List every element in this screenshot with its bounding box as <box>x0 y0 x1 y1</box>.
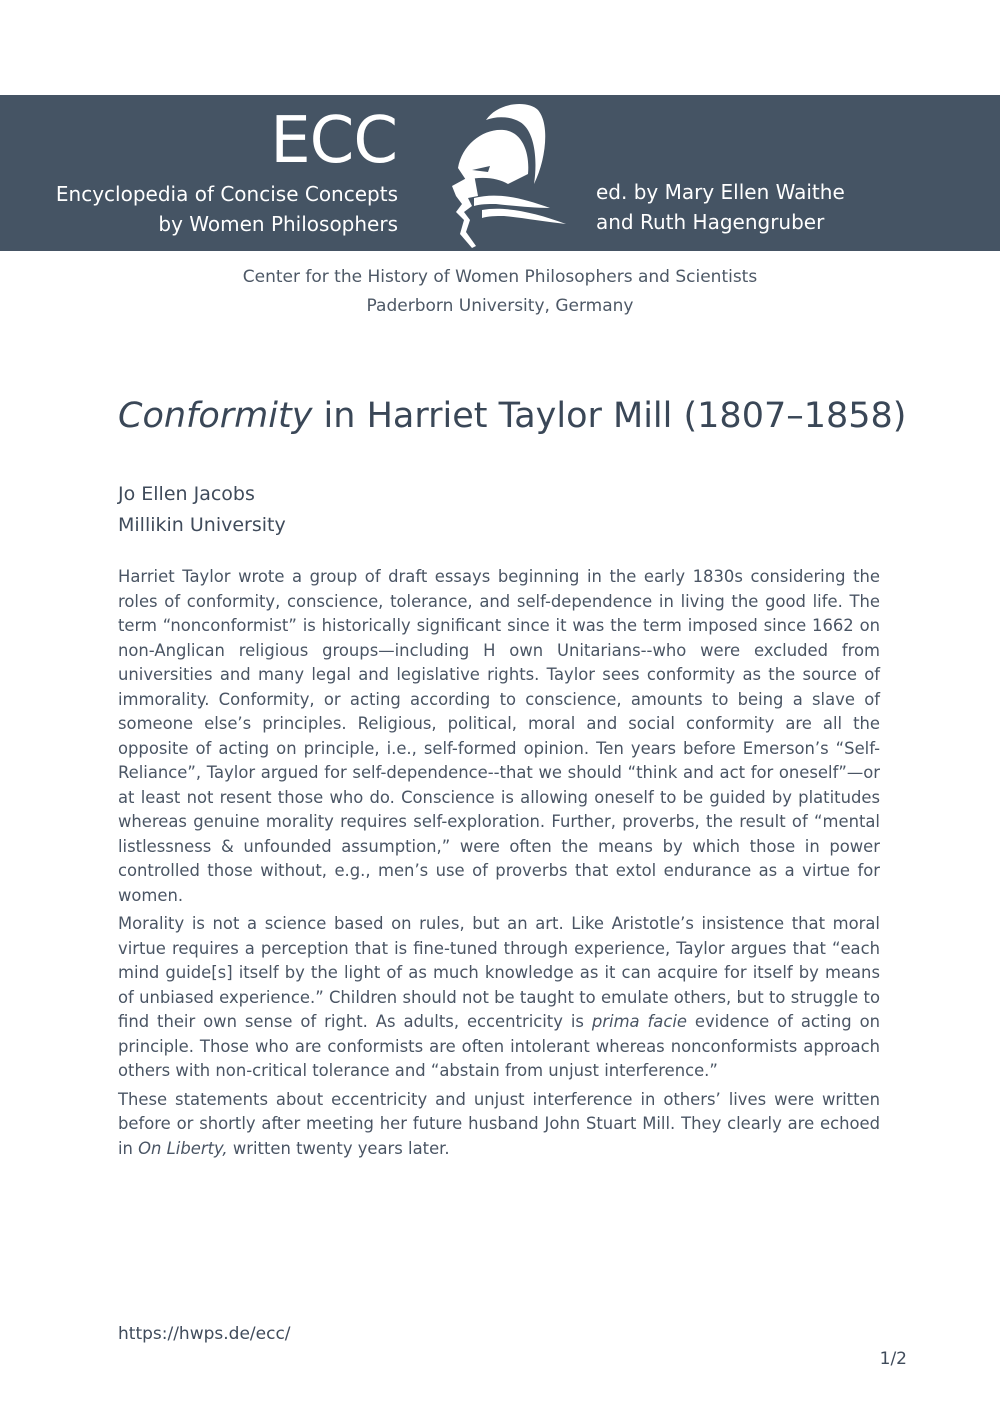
encyclopedia-name <box>56 179 398 239</box>
encyclopedia-name-line2: by Women Philosophers <box>158 212 398 236</box>
institution <box>0 263 1000 321</box>
paragraph-2-text-a: Morality is not a science based on rules, but an art. Like Aristotle’s insistence that moral virtue requires a perception that is fine-tuned through experience, Taylor argues that “each mind guide[s] itself by the light of as much knowledge as it can acquire for itself by means of unbiased experience.” Children should not be taught to emulate others, but to struggle to find their own sense of right. As adults, eccentricity is <box>118 914 880 1031</box>
paragraph-3-italic: On Liberty, <box>138 1138 228 1158</box>
page-number: 1/2 <box>879 1349 907 1369</box>
article-body <box>118 565 880 1165</box>
institution-line2: Paderborn University, Germany <box>366 296 634 316</box>
editors-line2: and Ruth Hagengruber <box>596 210 825 234</box>
article-title-rest: in Harriet Taylor Mill (1807–1858) <box>312 396 907 436</box>
paragraph-1: Harriet Taylor wrote a group of draft essays beginning in the early 1830s considering the roles of conformity, conscience, tolerance, and self-dependence in living the good life. The term “nonconformist” is historically significant since it was the term imposed since 1662 on non-Anglican religious groups—including H own Unitarians--who were excluded from universities and many legal and legislative rights. Taylor sees conformity as the source of immorality. Conformity, or acting according to conscience, amounts to being a slave of someone else’s principles. Religious, political, moral and social conformity are all the opposite of acting on principle, i.e., self-formed opinion. Ten years before Emerson’s “Self-Reliance”, Taylor argued for self-dependence--that we should “think and act for oneself”—or at least not resent those who do. Conscience is allowing oneself to be guided by platitudes whereas genuine morality requires self-exploration. Further, proverbs, the result of “mental listlessness & unfounded assumption,” were often the means by which those in power controlled those without, e.g., men’s use of proverbs that extol endurance as a virtue for women. <box>118 567 880 905</box>
encyclopedia-name-line1: Encyclopedia of Concise Concepts <box>55 182 398 206</box>
paragraph-3-text-a: These statements about eccentricity and unjust interference in others’ lives were written before or shortly after meeting her future husband John Stuart Mill. They clearly are echoed in <box>118 1089 880 1158</box>
paragraph-3-text-b: written twenty years later. <box>227 1138 450 1158</box>
header-banner <box>0 95 1000 251</box>
paragraph-2 <box>118 912 880 1084</box>
article-title-italic: Conformity <box>118 396 313 436</box>
editors-line1: ed. by Mary Ellen Waithe <box>596 180 845 204</box>
ecc-abbreviation: ECC <box>270 104 397 178</box>
paragraph-3 <box>118 1088 880 1162</box>
footer-url[interactable]: https://hwps.de/ecc/ <box>118 1324 291 1344</box>
author-block <box>118 479 286 541</box>
paragraph-2-text-b: evidence of acting on principle. Those who are conformists are often intolerant whereas nonconformists approach others with non-critical tolerance and “abstain from unjust interference.” <box>118 1012 880 1080</box>
editors <box>596 177 845 237</box>
paragraph-2-italic: prima facie <box>591 1012 687 1031</box>
author-name: Jo Ellen Jacobs <box>118 483 255 505</box>
athena-helmet-icon <box>438 100 568 250</box>
author-affiliation: Millikin University <box>118 514 286 536</box>
article-title <box>118 392 938 440</box>
institution-line1: Center for the History of Women Philosophers and Scientists <box>242 267 758 287</box>
